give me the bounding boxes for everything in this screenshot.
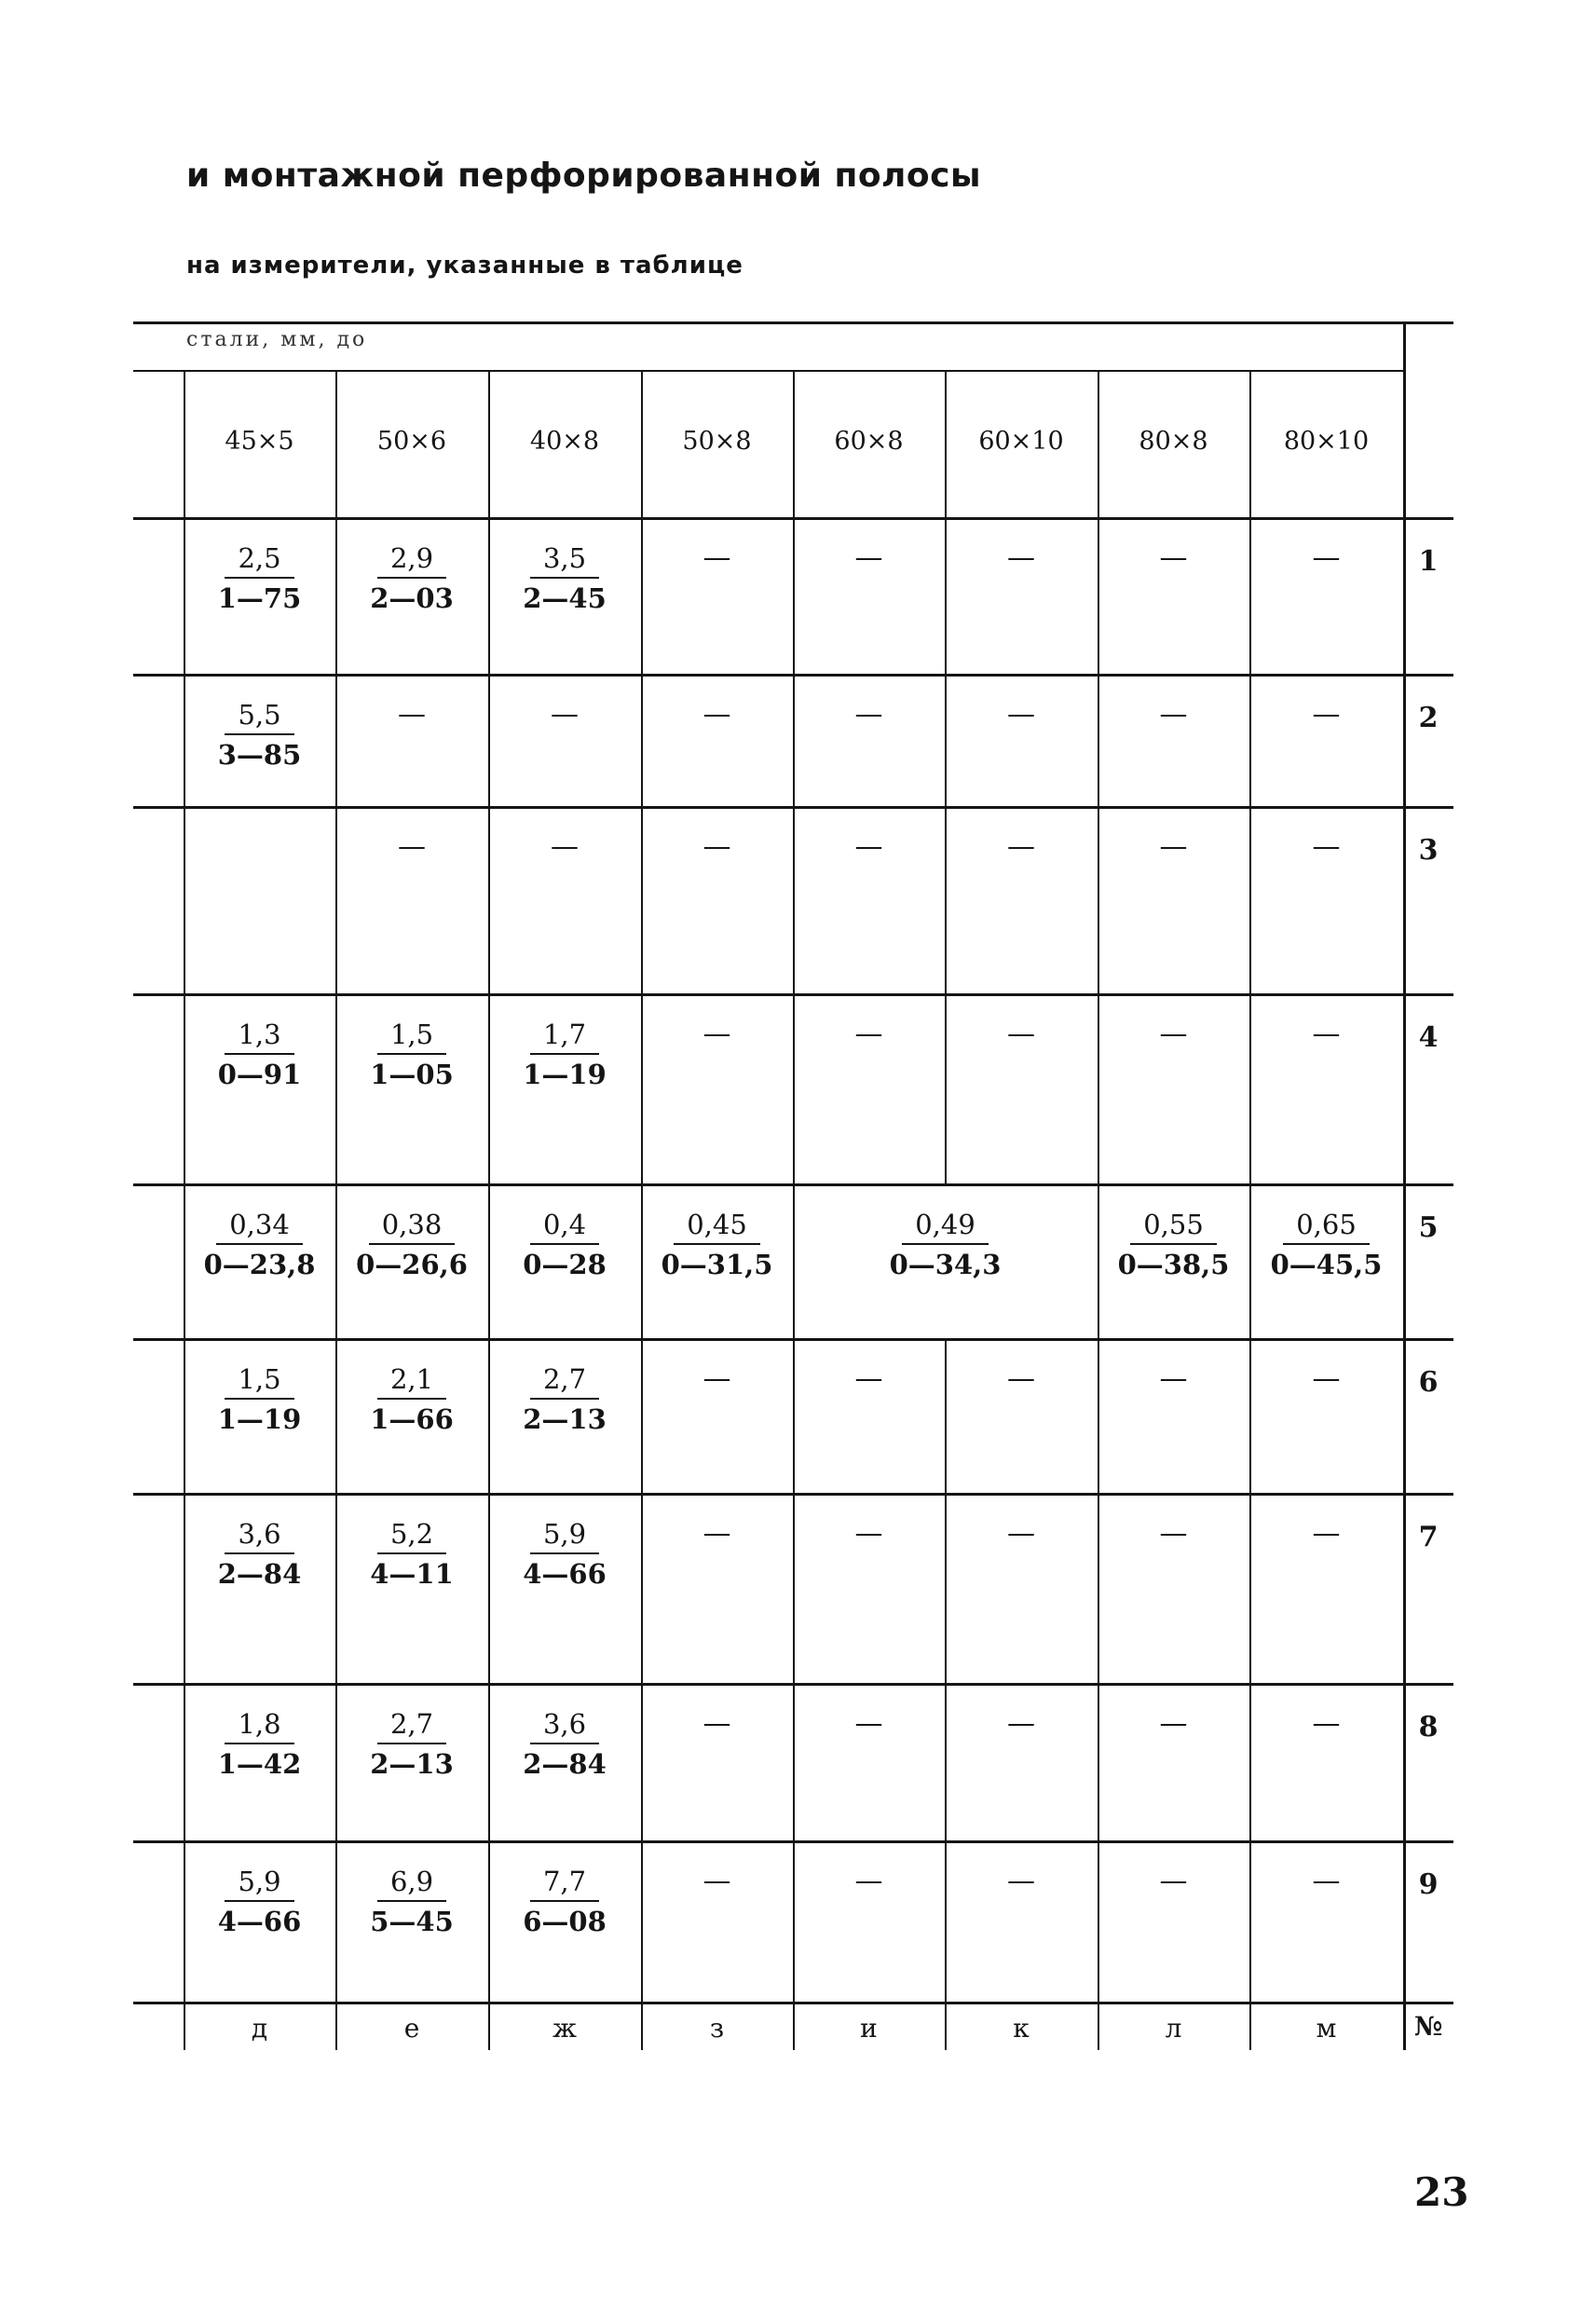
fraction-numerator: 0,4: [530, 1208, 599, 1245]
table-cell: [488, 1018, 641, 1092]
fraction-numerator: 2,7: [530, 1362, 599, 1400]
table-cell: [1249, 1707, 1403, 1741]
fraction-numerator: 2,1: [377, 1362, 446, 1400]
table-cell: [184, 1517, 335, 1592]
fraction-numerator: 1,7: [530, 1018, 599, 1055]
fraction-numerator: 2,7: [377, 1707, 446, 1744]
table-cell: [793, 1865, 945, 1898]
table-cell: [488, 1362, 641, 1437]
fraction-denominator: 2—45: [523, 582, 607, 614]
fraction-denominator: 0—26,6: [356, 1249, 468, 1280]
table-cell: [184, 1018, 335, 1092]
fraction-numerator: 5,5: [225, 698, 293, 735]
fraction-numerator: 5,9: [530, 1517, 599, 1554]
fraction-denominator: 4—11: [370, 1558, 454, 1590]
table-cell: [184, 1208, 335, 1282]
fraction-denominator: 0—34,3: [889, 1249, 1002, 1280]
table-cell: [488, 541, 641, 616]
table-cell: [1098, 1018, 1249, 1051]
empty-dash: —: [1159, 830, 1188, 863]
table-cell: [793, 1517, 945, 1551]
fraction-denominator: 4—66: [523, 1558, 607, 1590]
table-cell: [641, 1517, 793, 1551]
empty-dash: —: [703, 830, 731, 863]
empty-dash: —: [854, 1517, 883, 1550]
table-rule-number-column: [1403, 321, 1406, 2050]
table-cell: [793, 541, 945, 575]
table-cell: [335, 830, 488, 864]
fraction-numerator: 2,5: [225, 541, 293, 579]
column-letter: ж: [552, 2013, 577, 2044]
fraction-denominator: 0—45,5: [1270, 1249, 1383, 1280]
row-number: 3: [1418, 834, 1439, 867]
fraction-denominator: 0—38,5: [1117, 1249, 1230, 1280]
empty-dash: —: [1312, 1362, 1341, 1395]
table-cell: [1098, 830, 1249, 864]
table-cell: [488, 830, 641, 864]
fraction-numerator: 1,5: [225, 1362, 293, 1400]
table-cell: [793, 1362, 945, 1396]
table-cell: [335, 1517, 488, 1592]
fraction-numerator: 3,5: [530, 541, 599, 579]
empty-dash: —: [703, 1517, 731, 1550]
column-header: 60×10: [978, 427, 1064, 456]
row-number: 4: [1418, 1021, 1439, 1054]
table-cell: [1098, 1517, 1249, 1551]
table-cell: [945, 1517, 1098, 1551]
number-column-label: №: [1413, 2011, 1443, 2042]
table-cell: [641, 541, 793, 575]
table-cell: [184, 1865, 335, 1939]
empty-dash: —: [1159, 698, 1188, 731]
column-header: 80×10: [1283, 427, 1370, 456]
table-cell: [641, 698, 793, 732]
empty-dash: —: [1312, 1707, 1341, 1740]
column-letter: з: [709, 2013, 725, 2044]
table-cell: [184, 698, 335, 773]
table-cell: [945, 1707, 1098, 1741]
row-number: 8: [1418, 1711, 1439, 1744]
column-letter: е: [403, 2013, 420, 2044]
table-cell: [335, 541, 488, 616]
fraction-numerator: 0,34: [216, 1208, 303, 1245]
table-cell: [1249, 698, 1403, 732]
table-cell: [184, 1707, 335, 1782]
fraction-numerator: 0,45: [674, 1208, 760, 1245]
table-cell: [945, 541, 1098, 575]
fraction-denominator: 0—28: [523, 1249, 607, 1280]
fraction-denominator: 1—19: [217, 1403, 302, 1435]
fraction-denominator: 2—84: [523, 1748, 607, 1780]
table-rule-top: [133, 321, 1453, 324]
empty-dash: —: [1312, 698, 1341, 731]
column-header: 45×5: [225, 427, 294, 456]
table-cell: [945, 1362, 1098, 1396]
empty-dash: —: [398, 830, 426, 863]
table-cell: [793, 1707, 945, 1741]
column-letter: к: [1013, 2013, 1030, 2044]
table-cell: [641, 1208, 793, 1282]
table-cell: [488, 1707, 641, 1782]
table-cell: [1098, 698, 1249, 732]
table-cell: [1098, 541, 1249, 575]
empty-dash: —: [1007, 1517, 1035, 1550]
fraction-numerator: 0,38: [369, 1208, 456, 1245]
empty-dash: —: [1159, 1362, 1188, 1395]
column-header: 80×8: [1139, 427, 1208, 456]
table-cell: [488, 1208, 641, 1282]
empty-dash: —: [1159, 1018, 1188, 1050]
table-cell: [641, 830, 793, 864]
table-rule-header: [133, 370, 1403, 372]
table-cell: [1249, 1865, 1403, 1898]
fraction-numerator: 0,49: [902, 1208, 989, 1245]
empty-dash: —: [1007, 541, 1035, 574]
empty-dash: —: [703, 1018, 731, 1050]
table-cell: [184, 1362, 335, 1437]
row-number: 1: [1418, 545, 1439, 578]
table-cell: [793, 698, 945, 732]
empty-dash: —: [1007, 1362, 1035, 1395]
fraction-denominator: 5—45: [370, 1906, 454, 1937]
table-cell: [335, 1208, 488, 1282]
fraction-denominator: 0—91: [217, 1059, 302, 1090]
column-header: 60×8: [834, 427, 904, 456]
empty-dash: —: [1007, 698, 1035, 731]
fraction-denominator: 1—42: [217, 1748, 302, 1780]
table-cell: [488, 1517, 641, 1592]
page-title: и монтажной перфорированной полосы: [186, 157, 982, 195]
fraction-numerator: 2,9: [377, 541, 446, 579]
fraction-numerator: 5,2: [377, 1517, 446, 1554]
empty-dash: —: [1159, 1517, 1188, 1550]
row-number: 6: [1418, 1366, 1439, 1399]
table-cell: [1249, 1517, 1403, 1551]
row-number: 2: [1418, 702, 1439, 734]
empty-dash: —: [1007, 1018, 1035, 1050]
empty-dash: —: [854, 1865, 883, 1897]
row-number: 9: [1418, 1868, 1439, 1901]
table-cell: [641, 1362, 793, 1396]
table-cell: [1249, 541, 1403, 575]
table-cell: [184, 541, 335, 616]
table-rule-column: [945, 370, 947, 1183]
empty-dash: —: [1312, 1865, 1341, 1897]
table-cell: [1249, 1362, 1403, 1396]
table-cell: [488, 698, 641, 732]
table-cell: [945, 1865, 1098, 1898]
empty-dash: —: [854, 541, 883, 574]
table-cell: [945, 1018, 1098, 1051]
fraction-numerator: 0,65: [1283, 1208, 1370, 1245]
table-cell: [793, 1208, 1098, 1282]
table-cell: [641, 1865, 793, 1898]
column-header: 40×8: [529, 427, 600, 456]
table-cell: [1249, 1018, 1403, 1051]
empty-dash: —: [703, 1707, 731, 1740]
fraction-denominator: 4—66: [217, 1906, 302, 1937]
empty-dash: —: [1007, 1865, 1035, 1897]
empty-dash: —: [1159, 1707, 1188, 1740]
table-cell: [488, 1865, 641, 1939]
empty-dash: —: [1007, 1707, 1035, 1740]
fraction-denominator: 2—03: [370, 582, 454, 614]
empty-dash: —: [1312, 830, 1341, 863]
table-cell: [1098, 1362, 1249, 1396]
table-cell: [945, 830, 1098, 864]
fraction-numerator: 3,6: [225, 1517, 293, 1554]
fraction-denominator: 6—08: [523, 1906, 607, 1937]
fraction-numerator: 0,55: [1130, 1208, 1217, 1245]
column-header: 50×6: [376, 427, 447, 456]
column-letter: и: [860, 2013, 878, 2044]
fraction-numerator: 3,6: [530, 1707, 599, 1744]
table-cell: [793, 830, 945, 864]
fraction-denominator: 2—13: [370, 1748, 454, 1780]
row-number: 5: [1418, 1211, 1439, 1244]
table-cell: [641, 1707, 793, 1741]
column-letter: д: [251, 2013, 268, 2044]
table-cell: [1098, 1865, 1249, 1898]
fraction-numerator: 1,8: [225, 1707, 293, 1744]
empty-dash: —: [854, 1362, 883, 1395]
empty-dash: —: [1159, 1865, 1188, 1897]
fraction-numerator: 6,9: [377, 1865, 446, 1902]
table-cell: [1249, 830, 1403, 864]
table-cell: [793, 1018, 945, 1051]
empty-dash: —: [398, 698, 426, 731]
empty-dash: —: [854, 698, 883, 731]
fraction-numerator: 1,5: [377, 1018, 446, 1055]
empty-dash: —: [703, 541, 731, 574]
empty-dash: —: [1312, 541, 1341, 574]
fraction-denominator: 0—23,8: [203, 1249, 316, 1280]
table-cell: [1098, 1707, 1249, 1741]
empty-dash: —: [1312, 1517, 1341, 1550]
table-cell: [335, 1707, 488, 1782]
fraction-denominator: 2—13: [523, 1403, 607, 1435]
empty-dash: —: [1312, 1018, 1341, 1050]
fraction-denominator: 3—85: [217, 739, 302, 771]
fraction-denominator: 1—05: [370, 1059, 454, 1090]
empty-dash: —: [703, 1865, 731, 1897]
empty-dash: —: [1159, 541, 1188, 574]
empty-dash: —: [551, 830, 579, 863]
table-cell: [1098, 1208, 1249, 1282]
table-cell: [335, 1018, 488, 1092]
empty-dash: —: [703, 698, 731, 731]
empty-dash: —: [703, 1362, 731, 1395]
table-rule-column: [945, 1338, 947, 2050]
table-cell: [945, 698, 1098, 732]
fraction-denominator: 1—66: [370, 1403, 454, 1435]
page-number: 23: [1414, 2169, 1469, 2215]
fraction-denominator: 1—19: [523, 1059, 607, 1090]
fraction-denominator: 1—75: [217, 582, 302, 614]
fraction-numerator: 1,3: [225, 1018, 293, 1055]
empty-dash: —: [854, 830, 883, 863]
page-subtitle: на измерители, указанные в таблице: [186, 252, 743, 280]
table-cell: [335, 1362, 488, 1437]
column-header: 50×8: [682, 427, 752, 456]
fraction-denominator: 0—31,5: [661, 1249, 773, 1280]
fraction-numerator: 7,7: [530, 1865, 599, 1902]
row-number: 7: [1418, 1521, 1439, 1553]
empty-dash: —: [854, 1018, 883, 1050]
empty-dash: —: [551, 698, 579, 731]
column-letter: м: [1316, 2013, 1337, 2044]
empty-dash: —: [854, 1707, 883, 1740]
table-header-top: стали, мм, до: [186, 328, 368, 351]
table-cell: [1249, 1208, 1403, 1282]
fraction-numerator: 5,9: [225, 1865, 293, 1902]
table-cell: [641, 1018, 793, 1051]
column-letter: л: [1165, 2013, 1182, 2044]
table-cell: [335, 1865, 488, 1939]
empty-dash: —: [1007, 830, 1035, 863]
fraction-denominator: 2—84: [217, 1558, 302, 1590]
table-cell: [335, 698, 488, 732]
